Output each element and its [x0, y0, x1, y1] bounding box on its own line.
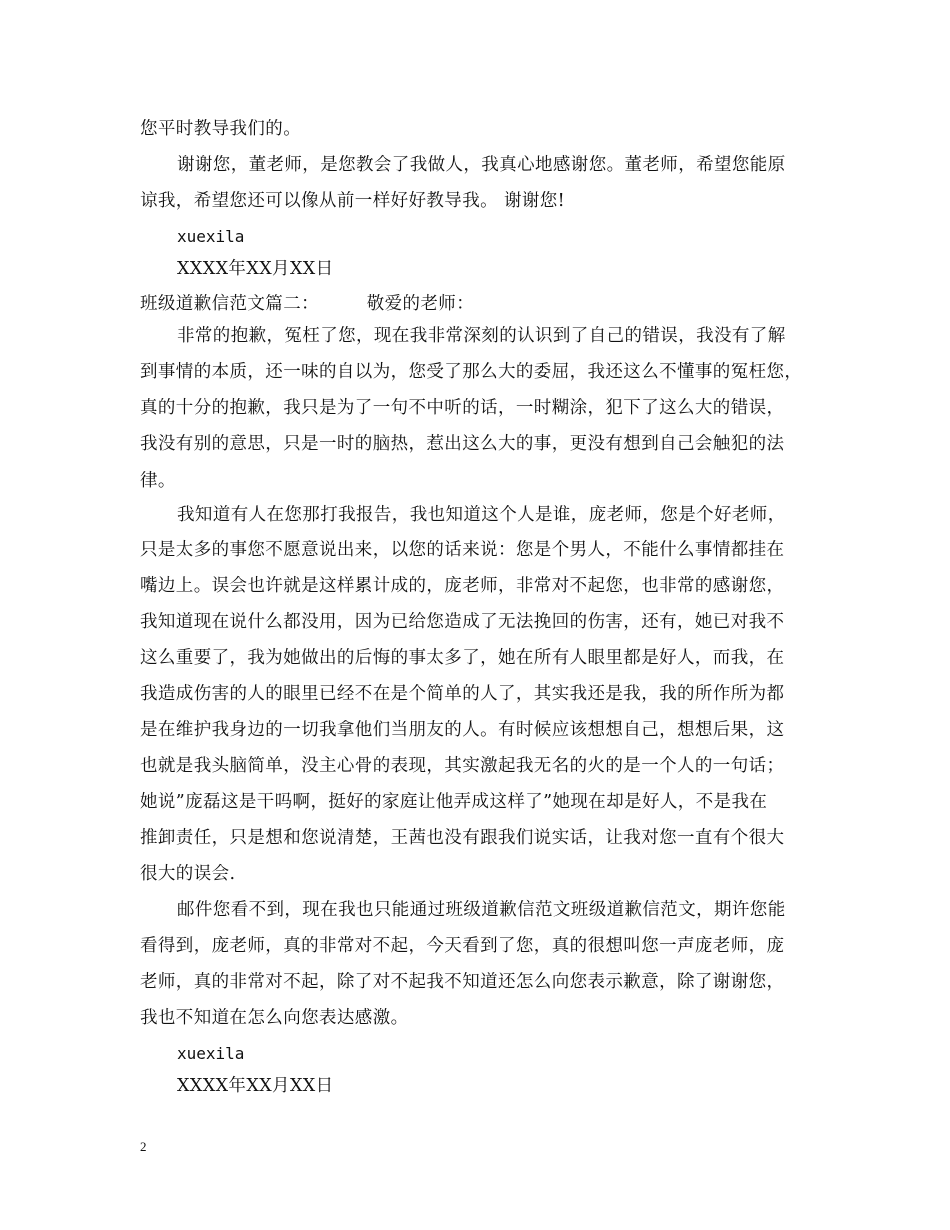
text-line: 您平时教导我们的。: [140, 119, 302, 139]
section-heading: 班级道歉信范文篇二： 敬爱的老师：: [140, 294, 475, 314]
page-number: 2: [140, 1139, 147, 1154]
text-line: 这么重要了，我为她做出的后悔的事太多了，她在所有人眼里都是好人，而我，在: [140, 648, 785, 668]
date-line: XXXX年XX月XX日: [177, 1076, 334, 1096]
text-line: 推卸责任，只是想和您说清楚，王茜也没有跟我们说实话，让我对您一直有个很大: [140, 828, 785, 848]
text-line: 也就是我头脑简单，没主心骨的表现，其实激起我无名的火的是一个人的一句话；: [140, 756, 785, 776]
text-line: 律。: [140, 471, 176, 491]
signature-line: xuexila: [177, 1044, 245, 1063]
text-line: 谢谢您，董老师，是您教会了我做人，我真心地感谢您。董老师，希望您能原: [177, 155, 786, 175]
text-line: 到事情的本质，还一味的自以为，您受了那么大的委屈，我还这么不懂事的冤枉您，: [140, 362, 803, 382]
text-line: 只是太多的事您不愿意说出来，以您的话来说：您是个男人，不能什么事情都挂在: [140, 540, 785, 560]
text-line: 邮件您看不到，现在我也只能通过班级道歉信范文班级道歉信范文，期许您能: [177, 900, 786, 920]
text-line: 我知道现在说什么都没用，因为已给您造成了无法挽回的伤害，还有，她已对我不: [140, 612, 785, 632]
text-line: 看得到，庞老师，真的非常对不起，今天看到了您，真的很想叫您一声庞老师，庞: [140, 936, 785, 956]
signature-line: xuexila: [177, 227, 245, 246]
date-line: XXXX年XX月XX日: [177, 259, 334, 279]
text-line: 我造成伤害的人的眼里已经不在是个简单的人了，其实我还是我，我的所作所为都: [140, 684, 785, 704]
text-line: 嘴边上。误会也许就是这样累计成的，庞老师，非常对不起您，也非常的感谢您，: [140, 576, 785, 596]
text-line: 她说”庞磊这是干吗啊，挺好的家庭让他弄成这样了”她现在却是好人，不是我在: [140, 792, 768, 812]
text-line: 非常的抱歉，冤枉了您，现在我非常深刻的认识到了自己的错误，我没有了解: [177, 326, 786, 346]
text-line: 是在维护我身边的一切我拿他们当朋友的人。有时候应该想想自己，想想后果，这: [140, 720, 785, 740]
text-line: 老师，真的非常对不起，除了对不起我不知道还怎么向您表示歉意，除了谢谢您，: [140, 972, 785, 992]
text-line: 我也不知道在怎么向您表达感激。: [140, 1008, 409, 1028]
text-line: 真的十分的抱歉，我只是为了一句不中听的话，一时糊涂，犯下了这么大的错误，: [140, 398, 785, 418]
text-line: 谅我，希望您还可以像从前一样好好教导我。 谢谢您!: [140, 191, 566, 211]
text-line: 我没有别的意思，只是一时的脑热，惹出这么大的事，更没有想到自己会触犯的法: [140, 434, 785, 454]
text-line: 我知道有人在您那打我报告，我也知道这个人是谁，庞老师，您是个好老师，: [177, 505, 786, 525]
text-line: 很大的误会.: [140, 864, 236, 884]
